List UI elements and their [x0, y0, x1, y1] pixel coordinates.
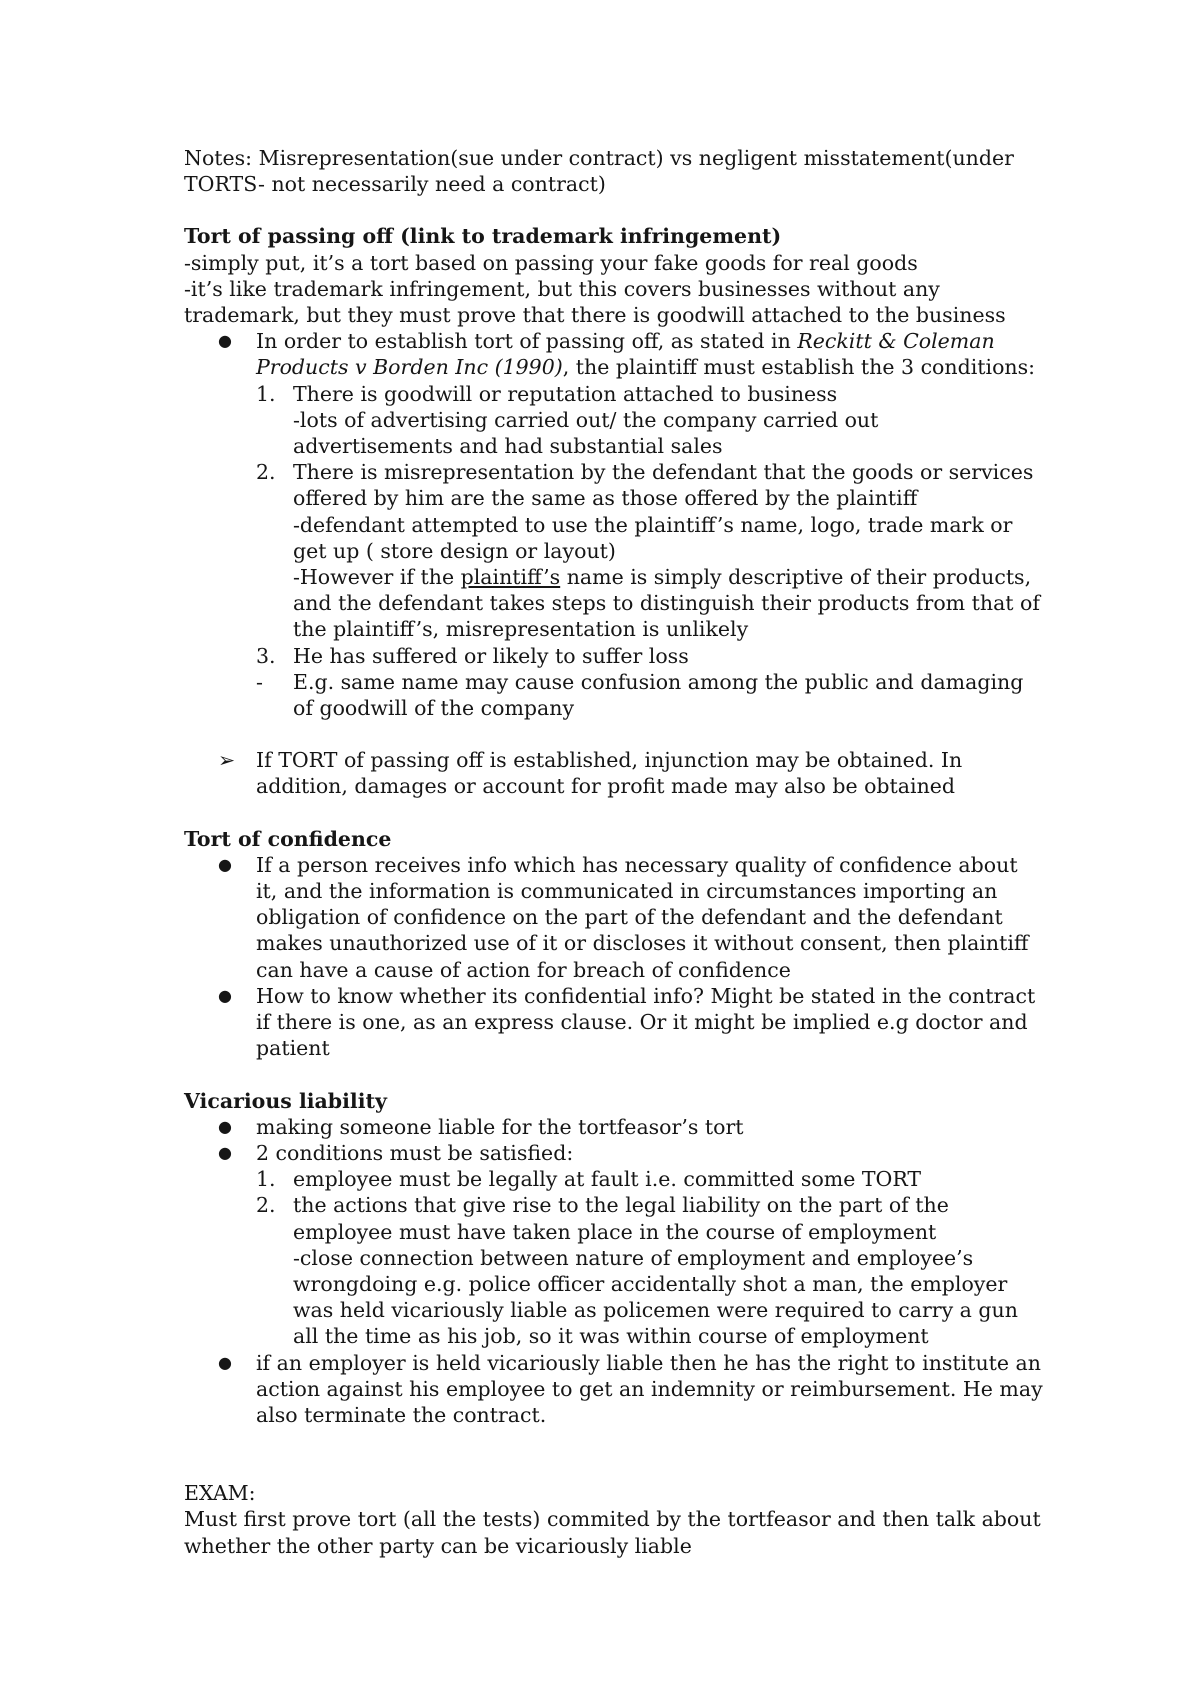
condition-note: -lots of advertising carried out/ the company carried out advertisements and had substantial sales: [293, 407, 879, 459]
bullet-text: 2 conditions must be satisfied:: [256, 1140, 574, 1165]
bullet-item: [184, 328, 1044, 380]
item-number: 3.: [256, 643, 276, 668]
exam-label: EXAM:: [184, 1481, 256, 1506]
note-text-prefix: -However if the: [293, 565, 461, 590]
bullet-icon: ●: [218, 331, 232, 351]
passing-off-intro-2: -it’s like trademark infringement, but this covers businesses without any trademark, but they must prove that there is goodwill attached to the business: [184, 276, 1006, 328]
passing-off-intro-1: -simply put, it’s a tort based on passing your fake goods for real goods: [184, 250, 918, 275]
condition-text: employee must be legally at fault i.e. committed some TORT: [293, 1167, 922, 1192]
dash-marker: -: [256, 669, 263, 694]
arrow-text: If TORT of passing off is established, injunction may be obtained. In addition, damages or account for profit made may also be obtained: [256, 748, 963, 799]
numbered-item: [184, 459, 1044, 642]
bullet-text: How to know whether its confidential info? Might be stated in the contract if there is one, as an express clause. Or it might be implied e.g doctor and patient: [256, 983, 1036, 1061]
condition-note: -close connection between nature of employment and employee’s wrongdoing e.g. police officer accidentally shot a man, the employer was held vicariously liable as policemen were required to carry a gun all the time as his job, so it was within course of employment: [293, 1245, 1018, 1349]
bullet-item: [184, 1114, 1044, 1140]
condition-note-2: [293, 564, 1044, 643]
case-citation: Reckitt & Coleman Products v Borden Inc (1990): [256, 329, 995, 380]
heading-confidence: Tort of confidence: [184, 826, 392, 851]
condition-note: -defendant attempted to use the plaintiff’s name, logo, trade mark or get up ( store design or layout): [293, 512, 1013, 563]
bullet-text: If a person receives info which has necessary quality of confidence about it, and the information is communicated in circumstances importing an obligation of confidence on the part of the defendant and the defendant makes unauthorized use of it or discloses it without consent, then plaintiff can have a cause of action for breach of confidence: [256, 852, 1029, 982]
bullet-item: [184, 852, 1044, 983]
numbered-item: [184, 1192, 1044, 1349]
arrow-bullet-icon: ➢: [218, 748, 236, 773]
bullet-icon: ●: [218, 1142, 232, 1162]
item-number: 1.: [256, 381, 276, 406]
exam-text: Must first prove tort (all the tests) commited by the tortfeasor and then talk about whether the other party can be vicariously liable: [184, 1507, 1041, 1558]
condition-text: He has suffered or likely to suffer loss: [293, 643, 689, 668]
condition-text: the actions that give rise to the legal liability on the part of the employee must have taken place in the course of employment: [293, 1193, 949, 1244]
numbered-item: [184, 643, 1044, 669]
document-content: [184, 145, 1044, 1559]
condition-text: There is goodwill or reputation attached to business: [293, 381, 838, 406]
bullet-icon: ●: [218, 1352, 232, 1372]
note-text-suffix: name is simply descriptive of their products, and the defendant takes steps to distinguish their products from that of the plaintiff’s, misrepresentation is unlikely: [293, 565, 1040, 642]
item-number: 2.: [256, 1193, 276, 1218]
numbered-item: [184, 1166, 1044, 1192]
bullet-icon: ●: [218, 985, 232, 1005]
bullet-item: [184, 983, 1044, 1062]
bullet-icon: ●: [218, 854, 232, 874]
dash-text: E.g. same name may cause confusion among the public and damaging of goodwill of the company: [293, 669, 1024, 721]
bullet-text-suffix: , the plaintiff must establish the 3 conditions:: [562, 355, 1036, 380]
underlined-word: plaintiff’s: [460, 565, 561, 590]
notes-paragraph: Notes: Misrepresentation(sue under contract) vs negligent misstatement(under TORTS- not necessarily need a contract): [184, 146, 1014, 197]
bullet-text: making someone liable for the tortfeasor’s tort: [256, 1114, 744, 1139]
bullet-text-prefix: In order to establish tort of passing off, as stated in: [256, 329, 798, 354]
numbered-item: [184, 381, 1044, 460]
condition-text: There is misrepresentation by the defendant that the goods or services offered by him are the same as those offered by the plaintiff: [293, 460, 1034, 511]
item-number: 1.: [256, 1167, 276, 1192]
dash-item: [184, 669, 1044, 721]
bullet-text: if an employer is held vicariously liable then he has the right to institute an action against his employee to get an indemnity or reimbursement. He may also terminate the contract.: [256, 1350, 1043, 1427]
bullet-icon: ●: [218, 1116, 232, 1136]
bullet-item: [184, 1140, 1044, 1166]
arrow-item: [184, 747, 1044, 799]
item-number: 2.: [256, 460, 276, 485]
heading-vicarious-liability: Vicarious liability: [184, 1088, 387, 1113]
bullet-item: [184, 1350, 1044, 1429]
heading-passing-off: Tort of passing off (link to trademark infringement): [184, 224, 782, 249]
